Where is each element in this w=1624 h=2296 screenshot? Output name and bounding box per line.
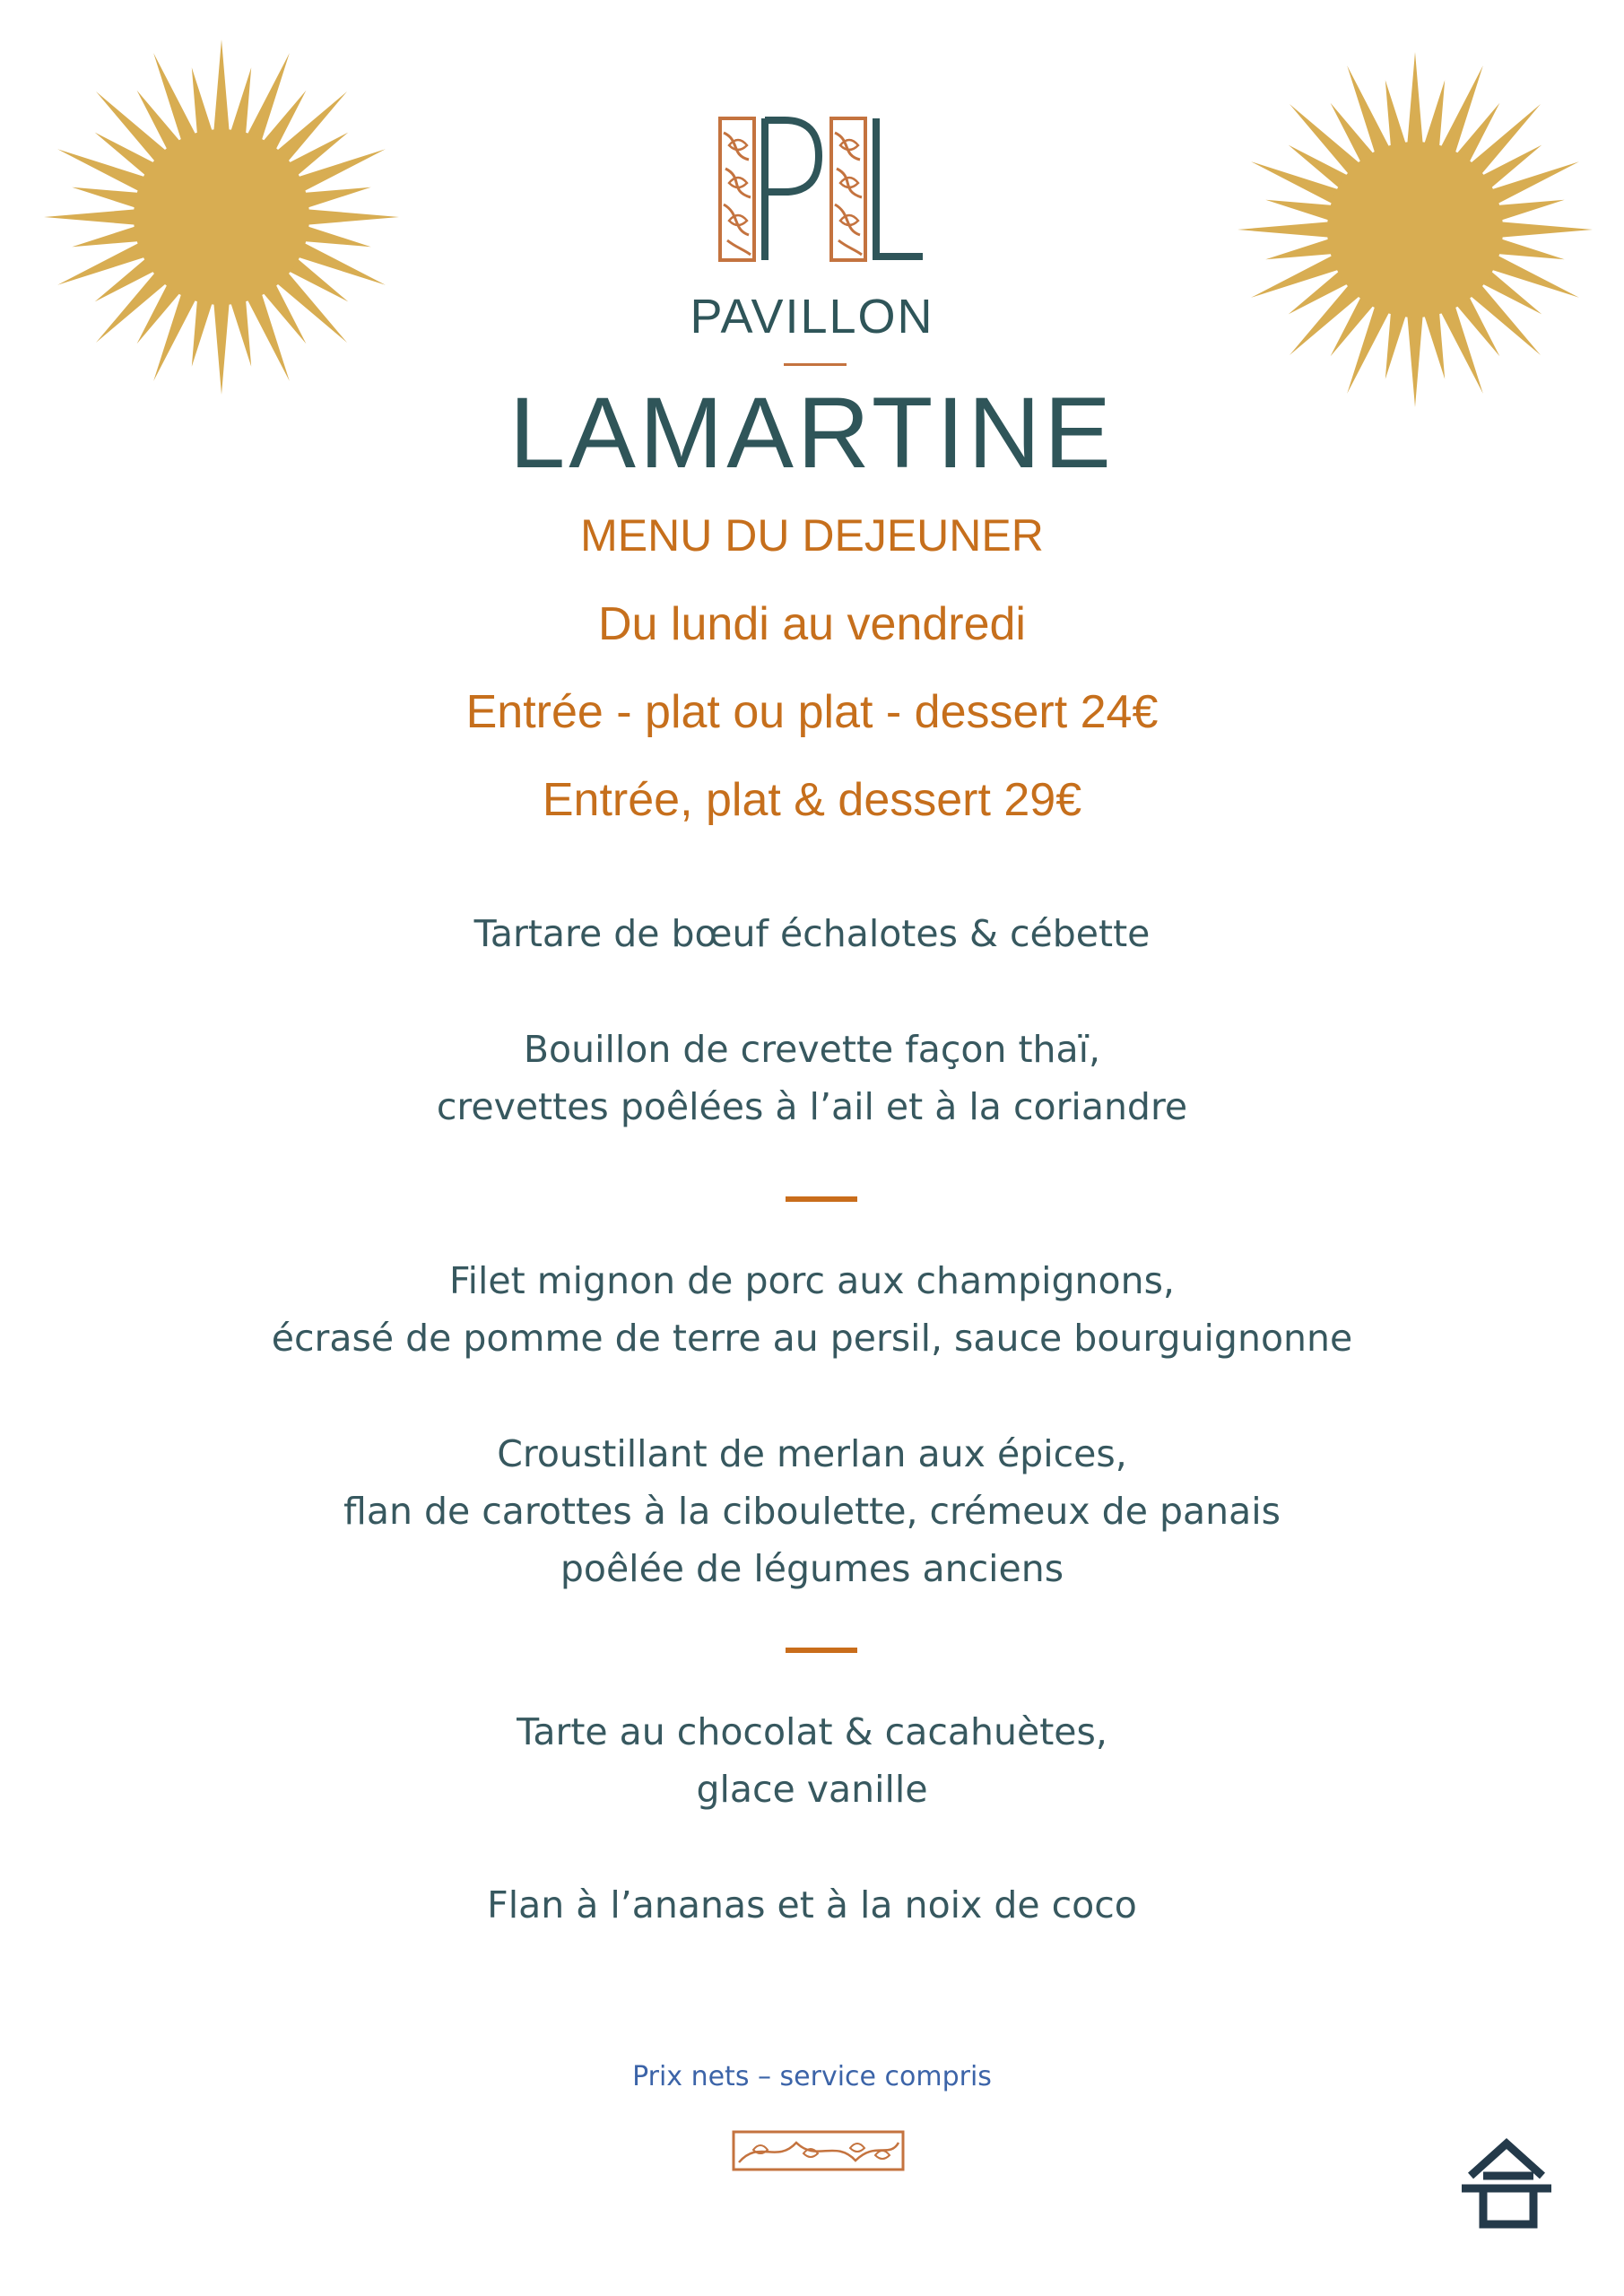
starter-item (0, 905, 1624, 962)
section-divider (786, 1648, 857, 1653)
footer-ornament (732, 2130, 905, 2171)
brand-name-top: PAVILLON (690, 290, 934, 344)
brand-rule (784, 363, 847, 366)
home-icon (1453, 2135, 1560, 2233)
dish-line: Tarte au chocolat & cacahuètes, (517, 1710, 1107, 1753)
main-item (0, 1425, 1624, 1597)
dessert-item (0, 1703, 1624, 1818)
dish-line: Flan à l’ananas et à la noix de coco (487, 1883, 1137, 1926)
dish-line: poêlée de légumes anciens (560, 1547, 1064, 1590)
dish-line: Croustillant de merlan aux épices, (497, 1432, 1127, 1475)
sun-core (134, 129, 309, 305)
dish-line: crevettes poêlées à l’ail et à la coriandre (436, 1085, 1188, 1128)
dish-line: écrasé de pomme de terre au persil, sauce bourguignonne (271, 1317, 1353, 1360)
main-item (0, 1252, 1624, 1367)
dish-line: Bouillon de crevette façon thaï, (523, 1028, 1101, 1071)
starter-item (0, 1021, 1624, 1135)
pl-monogram-logo (713, 115, 928, 264)
dessert-item (0, 1876, 1624, 1934)
menu-price-option-1: Entrée - plat ou plat - dessert 24€ (465, 686, 1159, 738)
brand-name-main: LAMARTINE (509, 377, 1115, 489)
sun-icon-right (1236, 50, 1594, 409)
menu-title: MENU DU DEJEUNER (580, 510, 1044, 561)
menu-days: Du lundi au vendredi (598, 598, 1026, 650)
dish-line: glace vanille (696, 1768, 928, 1811)
dish-line: Tartare de bœuf échalotes & cébette (473, 912, 1151, 955)
section-divider (786, 1196, 857, 1202)
footer-note: Prix nets – service compris (632, 2061, 992, 2092)
menu-price-option-2: Entrée, plat & dessert 29€ (542, 774, 1082, 826)
dish-line: flan de carottes à la ciboulette, crémeux de panais (343, 1490, 1281, 1533)
dish-line: Filet mignon de porc aux champignons, (449, 1259, 1175, 1302)
